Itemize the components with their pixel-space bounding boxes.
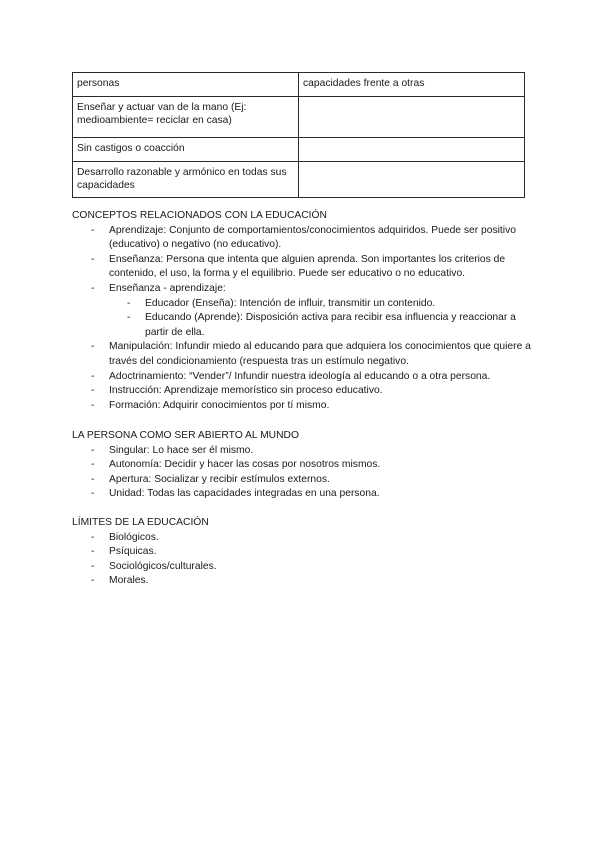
dash-bullet: - bbox=[91, 546, 95, 558]
nested-list bbox=[109, 297, 532, 341]
list-item-text: Apertura: Socializar y recibir estímulos externos. bbox=[109, 473, 330, 485]
table-cell bbox=[299, 97, 525, 138]
bullet-list bbox=[72, 444, 532, 502]
section-heading: LÍMITES DE LA EDUCACIÓN bbox=[72, 517, 209, 528]
dash-bullet: - bbox=[91, 459, 95, 471]
table-row bbox=[73, 162, 525, 198]
list-item bbox=[109, 311, 532, 340]
section-conceptos bbox=[72, 209, 532, 413]
dash-bullet: - bbox=[127, 312, 131, 324]
dash-bullet: - bbox=[91, 370, 95, 382]
list-item bbox=[72, 253, 532, 282]
list-item-text: Sociológicos/culturales. bbox=[109, 560, 217, 572]
dash-bullet: - bbox=[91, 399, 95, 411]
list-item bbox=[72, 458, 532, 473]
section-heading: LA PERSONA COMO SER ABIERTO AL MUNDO bbox=[72, 430, 299, 441]
bullet-list bbox=[72, 531, 532, 589]
list-item-text: Singular: Lo hace ser él mismo. bbox=[109, 444, 254, 456]
list-item-text: Educando (Aprende): Disposición activa para recibir esa influencia y reaccionar a partir de ella. bbox=[145, 312, 516, 338]
dash-bullet: - bbox=[91, 385, 95, 397]
list-item-text: Manipulación: Infundir miedo al educando para que adquiera los conocimientos que quiere a través del condicionamiento (respuesta tras un estímulo negativo. bbox=[109, 341, 531, 367]
list-item-text: Psíquicas. bbox=[109, 546, 157, 558]
list-item bbox=[72, 444, 532, 459]
list-item bbox=[72, 399, 532, 414]
table-cell bbox=[299, 138, 525, 162]
list-item-text: Enseñanza - aprendizaje: bbox=[109, 282, 226, 294]
section-heading: CONCEPTOS RELACIONADOS CON LA EDUCACIÓN bbox=[72, 210, 327, 221]
list-item bbox=[72, 224, 532, 253]
list-item bbox=[72, 473, 532, 488]
dash-bullet: - bbox=[91, 282, 95, 294]
table-cell bbox=[299, 162, 525, 198]
list-item bbox=[72, 560, 532, 575]
list-item bbox=[72, 574, 532, 589]
dash-bullet: - bbox=[127, 297, 131, 309]
section-persona bbox=[72, 429, 532, 502]
table-row bbox=[73, 73, 525, 97]
table-row bbox=[73, 97, 525, 138]
list-item-text: Adoctrinamiento: “Vender”/ Infundir nuestra ideología al educando o a otra persona. bbox=[109, 370, 491, 382]
list-item-text: Unidad: Todas las capacidades integradas en una persona. bbox=[109, 488, 380, 500]
table-cell: Enseñar y actuar van de la mano (Ej: medioambiente= reciclar en casa) bbox=[73, 97, 299, 138]
section-limites bbox=[72, 516, 532, 589]
table-cell: Sin castigos o coacción bbox=[73, 138, 299, 162]
list-item-text: Autonomía: Decidir y hacer las cosas por nosotros mismos. bbox=[109, 459, 381, 471]
dash-bullet: - bbox=[91, 224, 95, 236]
list-item-text: Instrucción: Aprendizaje memorístico sin proceso educativo. bbox=[109, 385, 383, 397]
list-item-text: Enseñanza: Persona que intenta que alguien aprenda. Son importantes los criterios de contenido, el uso, la forma y el equilibrio. Puede ser educativo o no educativo. bbox=[109, 253, 506, 280]
table-row bbox=[73, 138, 525, 162]
dash-bullet: - bbox=[91, 473, 95, 485]
list-item bbox=[72, 370, 532, 385]
list-item bbox=[72, 545, 532, 560]
dash-bullet: - bbox=[91, 560, 95, 572]
list-item-text: Educador (Enseña): Intención de influir, transmitir un contenido. bbox=[145, 297, 436, 309]
list-item bbox=[72, 340, 532, 369]
dash-bullet: - bbox=[91, 575, 95, 587]
dash-bullet: - bbox=[91, 488, 95, 500]
dash-bullet: - bbox=[91, 253, 95, 265]
list-item-text: Formación: Adquirir conocimientos por tí mismo. bbox=[109, 399, 330, 411]
dash-bullet: - bbox=[91, 531, 95, 543]
list-item bbox=[72, 531, 532, 546]
bullet-list bbox=[72, 224, 532, 414]
list-item bbox=[72, 384, 532, 399]
list-item-text: Morales. bbox=[109, 575, 149, 587]
list-item bbox=[109, 297, 532, 312]
table-cell: Desarrollo razonable y armónico en todas sus capacidades bbox=[73, 162, 299, 198]
dash-bullet: - bbox=[91, 341, 95, 353]
list-item bbox=[72, 487, 532, 502]
summary-table bbox=[72, 72, 525, 198]
table-cell: personas bbox=[73, 73, 299, 97]
dash-bullet: - bbox=[91, 444, 95, 456]
list-item-text: Aprendizaje: Conjunto de comportamientos/conocimientos adquiridos. Puede ser positivo (educativo) o negativo (no educativo). bbox=[109, 224, 516, 251]
table-cell: capacidades frente a otras bbox=[299, 73, 525, 97]
list-item bbox=[72, 282, 532, 340]
list-item-text: Biológicos. bbox=[109, 531, 159, 543]
